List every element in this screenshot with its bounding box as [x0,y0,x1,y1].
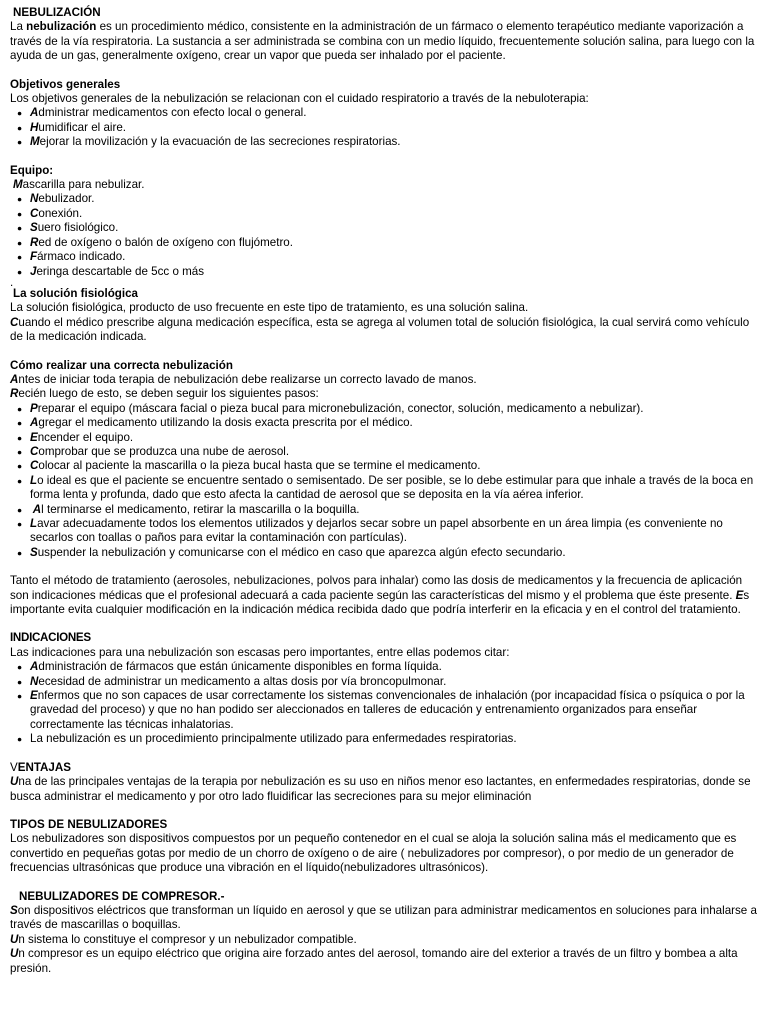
list-item: ● Jeringa descartable de 5cc o más [30,265,760,279]
como-steps-list [10,402,760,560]
list-item: ● Al terminarse el medicamento, retirar la mascarilla o la boquilla. [30,503,760,517]
como-closing: Tanto el método de tratamiento (aerosoles, nebulizaciones, polvos para inhalar) como las dosis de medicamentos y la frecuencia de aplicación son indicaciones médicas que el profesional adecuará a cada paciente según las características del mismo y el problema que éste presente. Es importante evita cualquier modificación en la indicación médica recibida dado que podría interferir en la eficacia y en el control del tratamiento. [10,574,750,617]
list-item: ● Suero fisiológico. [30,221,760,235]
compresor-p3: Un compresor es un equipo eléctrico que origina aire forzado antes del aerosol, tomando aire del exterior a través de un filtro y bombea a alta presión. [10,947,738,975]
equipo-section [10,164,760,287]
equipo-title: Equipo: [10,163,54,177]
ventajas-section [10,761,760,804]
como-title: Cómo realizar una correcta nebulización [10,358,233,372]
ventajas-text: Una de las principales ventajas de la terapia por nebulización es su uso en niños menor eso lactantes, en enfermedades respiratorias, donde se busca administrar el medicamento y por otro lado fluidificar las secreciones para su mejor eliminación [10,775,751,803]
objetivos-title: Objetivos generales [10,77,121,91]
list-item: ● Enfermos que no son capaces de usar correctamente los sistemas convencionales de inhalación (por incapacidad física o psíquica o por la gravedad del proceso) y que no han podido ser aleccionados en talleres de educación y entrenamiento organizados para enseñar correctamente las técnicas inhalatorias. [30,689,760,732]
equipo-first-line: Mascarilla para nebulizar. [13,178,145,192]
list-item: ● Mejorar la movilización y la evacuación de las secreciones respiratorias. [30,135,760,149]
compresor-section [10,890,760,976]
solucion-title: La solución fisiológica [13,286,138,300]
indicaciones-text: Las indicaciones para una nebulización son escasas pero importantes, entre ellas podemos citar: [10,645,510,659]
list-item: ● Humidificar el aire. [30,121,760,135]
tipos-section [10,818,760,876]
intro-text-rest: es un procedimiento médico, consistente en la administración de un fármaco o elemento terapéutico mediante vaporización a través de la vía respiratoria. La sustancia a ser administrada se combina con un medio líquido, frecuentemente solución salina, para luego con la ayuda de un gas, generalmente oxígeno, crear un vapor que pueda ser inhalado por el paciente. [10,20,755,63]
list-item: ● Conexión. [30,207,760,221]
objetivos-text: Los objetivos generales de la nebulización se relacionan con el cuidado respiratorio a través de la nebuloterapia: [10,92,589,106]
list-item: ● Agregar el medicamento utilizando la dosis exacta prescrita por el médico. [30,416,760,430]
ventajas-title: VENTAJAS [10,760,71,774]
list-item: ● Necesidad de administrar un medicamento a altas dosis por vía broncopulmonar. [30,675,760,689]
intro-section [10,6,760,64]
como-section [10,359,760,618]
list-item: ● Lo ideal es que el paciente se encuentre sentado o semisentado. De ser posible, se lo debe estimular para que inhale a través de la boca en forma lenta y profunda, dado que esto afecta la cantidad de aerosol que se deposita en la vía aérea inferior. [30,474,760,503]
list-item: ● Red de oxígeno o balón de oxígeno con flujómetro. [30,236,760,250]
solucion-section [10,287,760,345]
list-item: ● Lavar adecuadamente todos los elementos utilizados y dejarlos secar sobre un papel absorbente en un área limpia (es conveniente no secarlos con toallas o paños para evitar la contaminación con partículas). [30,517,760,546]
list-item: ● Administrar medicamentos con efecto local o general. [30,106,760,120]
list-item: ● Preparar el equipo (máscara facial o pieza bucal para micronebulización, conector, solución, medicamento a nebulizar). [30,402,760,416]
list-item: ● Nebulizador. [30,192,760,206]
list-item: ● Comprobar que se produzca una nube de aerosol. [30,445,760,459]
intro-paragraph [10,20,760,63]
como-p2: Recién luego de esto, se deben seguir los siguientes pasos: [10,387,319,401]
list-item: ● Colocar al paciente la mascarilla o la pieza bucal hasta que se termine el medicamento. [30,459,760,473]
compresor-title: NEBULIZADORES DE COMPRESOR.- [19,889,225,903]
indicaciones-title: INDICACIONES [10,631,91,645]
tipos-title: TIPOS DE NEBULIZADORES [10,817,168,831]
intro-term: nebulización [26,20,97,34]
como-p1: Antes de iniciar toda terapia de nebulización debe realizarse un correcto lavado de manos. [10,372,477,386]
objetivos-section [10,78,760,150]
list-item: ● La nebulización es un procedimiento principalmente utilizado para enfermedades respiratorias. [30,732,760,746]
intro-text-start: La [10,20,27,34]
solucion-p1: La solución fisiológica, producto de uso frecuente en este tipo de tratamiento, es una solución salina. [10,301,529,315]
list-item: ● Administración de fármacos que están únicamente disponibles en forma líquida. [30,660,760,674]
list-item: ● Suspender la nebulización y comunicarse con el médico en caso que aparezca algún efecto secundario. [30,546,760,560]
compresor-p2: Un sistema lo constituye el compresor y un nebulizador compatible. [10,932,357,946]
indicaciones-list [10,660,760,746]
intro-title: NEBULIZACIÓN [13,6,101,19]
equipo-dot: . [10,275,14,289]
equipo-list [10,192,760,278]
compresor-p1: Son dispositivos eléctricos que transforman un líquido en aerosol y que se utilizan para administrar medicamentos en soluciones para inhalarse a través de mascarillas o boquillas. [10,903,757,932]
list-item: ● Encender el equipo. [30,431,760,445]
tipos-text: Los nebulizadores son dispositivos compuestos por un pequeño contenedor en el cual se aloja la solución salina más el medicamento que es convertido en pequeñas gotas por medio de un chorro de oxígeno o de aire ( nebulizadores por compresor), o por medio de un generador de frecuencias ultrasónicas que produce una vibración en el líquido(nebulizadores ultrasónicos). [10,832,737,875]
indicaciones-section [10,631,760,746]
list-item: ● Fármaco indicado. [30,250,760,264]
solucion-p2: Cuando el médico prescribe alguna medicación específica, esta se agrega al volumen total de solución fisiológica, la cual servirá como vehículo de la medicación indicada. [10,315,750,344]
objetivos-list [10,106,760,149]
